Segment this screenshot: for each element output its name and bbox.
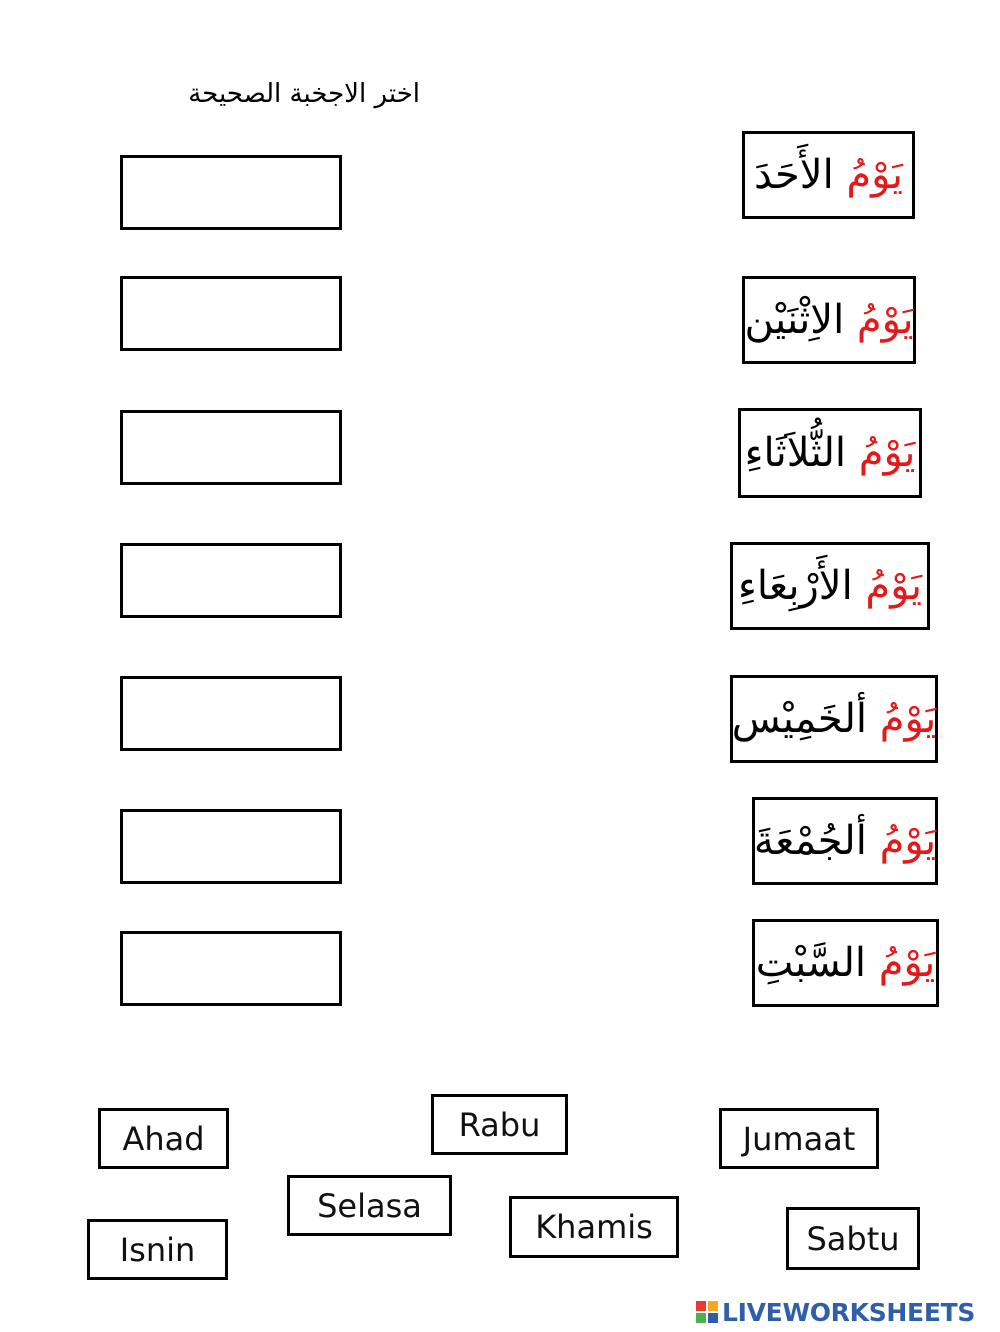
day-name: ألخَمِيْس [731,696,868,742]
day-name: ألجُمْعَةَ [753,818,867,864]
answer-box-2[interactable] [120,276,342,351]
answer-box-1[interactable] [120,155,342,230]
day-card-selasa [738,408,922,498]
day-card-sabtu [752,919,939,1007]
liveworksheets-brand[interactable] [696,1296,996,1328]
day-yawm: يَوْمُ [878,940,936,986]
day-card-rabu [730,542,930,630]
word-tile-sabtu[interactable]: Sabtu [786,1207,920,1270]
day-card-isnin [742,276,916,364]
day-card-jumaat [752,797,938,885]
answer-box-7[interactable] [120,931,342,1006]
word-tile-selasa[interactable]: Selasa [287,1175,452,1236]
day-name: الثُّلاَثَاءِ [744,430,847,476]
day-card-khamis [730,675,938,763]
word-tile-isnin[interactable]: Isnin [87,1219,228,1280]
answer-box-4[interactable] [120,543,342,618]
day-card-ahad [742,131,915,219]
word-tile-khamis[interactable]: Khamis [509,1196,679,1258]
day-yawm: يَوْمُ [879,818,937,864]
day-yawm: يَوْمُ [846,152,903,198]
brand-text: LIVEWORKSHEETS [722,1297,976,1327]
liveworksheets-logo-icon [696,1301,718,1323]
day-name: السَّبْتِ [755,940,867,986]
answer-box-6[interactable] [120,809,342,884]
word-tile-rabu[interactable]: Rabu [431,1094,568,1155]
instruction-text: اختر الاجخبة الصحيحة [188,79,420,109]
word-tile-ahad[interactable]: Ahad [98,1108,229,1169]
day-yawm: يَوْمُ [858,430,916,476]
day-name: الاِثْنَيْن [744,297,845,343]
day-name: الأَرْبِعَاءِ [738,563,853,609]
day-yawm: يَوْمُ [865,563,922,609]
day-yawm: يَوْمُ [856,297,914,343]
answer-box-5[interactable] [120,676,342,751]
answer-box-3[interactable] [120,410,342,485]
day-name: الأَحَدَ [754,152,834,198]
day-yawm: يَوْمُ [879,696,937,742]
word-tile-jumaat[interactable]: Jumaat [719,1108,879,1169]
